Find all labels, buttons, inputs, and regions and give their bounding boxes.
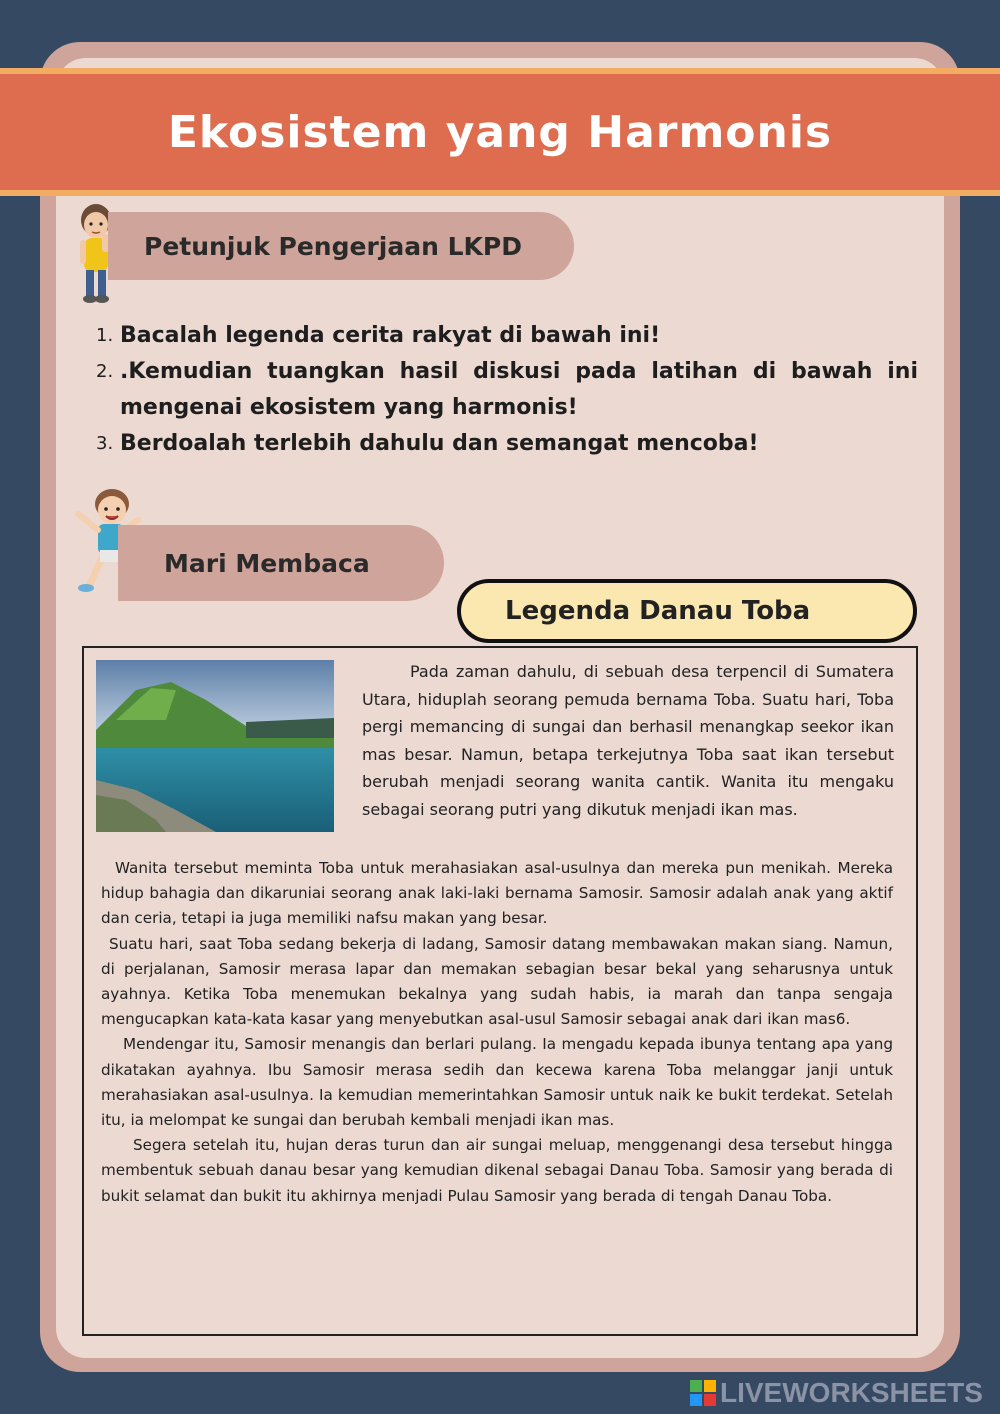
- instruction-number: 3.: [96, 433, 114, 454]
- instruction-item-3: [96, 426, 918, 462]
- instruction-text: Berdoalah terlebih dahulu dan semangat mencoba!: [120, 431, 759, 456]
- instruction-text: mengenai ekosistem yang harmonis!: [120, 395, 578, 420]
- instruction-item-2: [96, 354, 918, 390]
- reading-heading-pill: [118, 525, 444, 601]
- story-paragraph-4: Mendengar itu, Samosir menangis dan berlari pulang. Ia mengadu kepada ibunya tentang apa yang dikatakan ayahnya. Ibu Samosir merasa sedih dan kecewa karena Toba melanggar janji untuk merahasiakan asal-usulnya. Ia kemudian memerintahkan Samosir untuk naik ke bukit terdekat. Setelah itu, ia melompat ke sungai dan berubah kembali menjadi ikan mas.: [101, 1035, 893, 1130]
- instruction-text: Bacalah legenda cerita rakyat di bawah ini!: [120, 323, 661, 348]
- instruction-number: 1.: [96, 325, 114, 346]
- title-banner: [0, 68, 1000, 196]
- story-title: Legenda Danau Toba: [505, 596, 811, 626]
- story-paragraph-5: Segera setelah itu, hujan deras turun dan air sungai meluap, menggenangi desa tersebut hingga membentuk sebuah danau besar yang kemudian dikenal sebagai Danau Toba. Samosir yang berada di bukit selamat dan bukit itu akhirnya menjadi Pulau Samosir yang berada di tengah Danau Toba.: [101, 1136, 893, 1205]
- instructions-heading-pill: [108, 212, 574, 280]
- reading-heading: Mari Membaca: [164, 548, 370, 578]
- liveworksheets-watermark: [690, 1378, 983, 1408]
- story-box: [82, 646, 918, 1336]
- lake-toba-photo: [96, 660, 334, 832]
- instruction-list: [96, 318, 918, 462]
- instruction-item-2-continued: [96, 390, 918, 426]
- story-paragraph-3: Suatu hari, saat Toba sedang bekerja di ladang, Samosir datang membawakan makan siang. Namun, di perjalanan, Samosir merasa lapar dan memakan sebagian besar bekal yang seharusnya untuk ayahnya. Ketika Toba menemukan bekalnya yang sudah habis, ia marah dan tanpa sengaja mengucapkan kata-kata kasar yang menyebutkan asal-usul Samosir sebagai anak dari ikan mas6.: [101, 934, 893, 1029]
- story-paragraph-1: Pada zaman dahulu, di sebuah desa terpencil di Sumatera Utara, hiduplah seorang pemuda bernama Toba. Suatu hari, Toba pergi memancing di sungai dan berhasil menangkap seekor ikan mas besar. Namun, betapa terkejutnya Toba saat ikan tersebut berubah menjadi seorang wanita cantik. Wanita itu mengaku sebagai seorang putri yang dikutuk menjadi ikan mas.: [362, 662, 894, 819]
- instructions-heading: Petunjuk Pengerjaan LKPD: [144, 231, 522, 261]
- watermark-text: LIVEWORKSHEETS: [720, 1377, 983, 1408]
- instruction-text: .Kemudian tuangkan hasil diskusi pada latihan di bawah ini: [120, 359, 918, 384]
- page-title: Ekosistem yang Harmonis: [167, 106, 833, 158]
- instruction-number: 2.: [96, 361, 114, 382]
- story-body: [101, 856, 893, 1209]
- liveworksheets-logo-icon: [690, 1380, 716, 1406]
- story-paragraph-2: Wanita tersebut meminta Toba untuk merahasiakan asal-usulnya dan mereka pun menikah. Mereka hidup bahagia dan dikaruniai seorang anak laki-laki bernama Samosir. Samosir adalah anak yang aktif dan ceria, tetapi ia juga memiliki nafsu makan yang besar.: [101, 859, 893, 928]
- instruction-item-1: [96, 318, 918, 354]
- story-title-box: [457, 579, 917, 643]
